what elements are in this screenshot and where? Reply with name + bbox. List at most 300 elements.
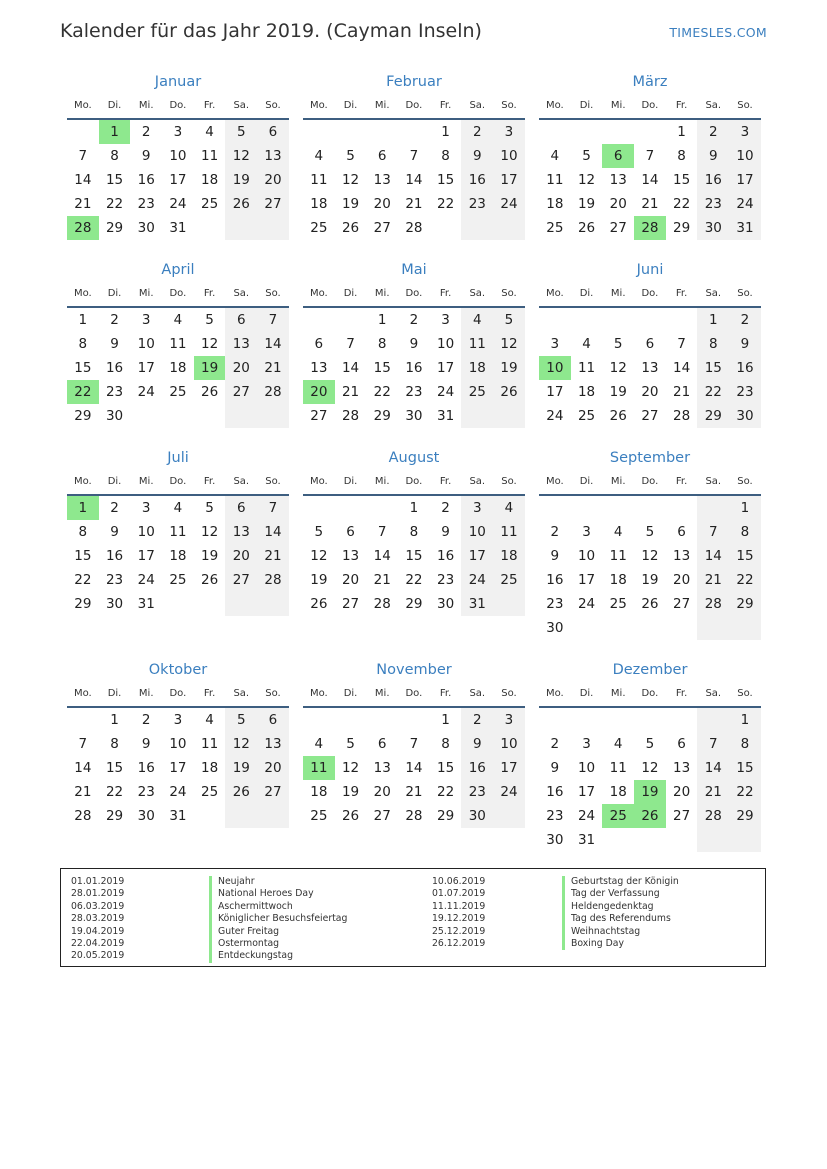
day[interactable]: 3 xyxy=(141,312,151,328)
day[interactable]: 10 xyxy=(137,524,155,540)
day[interactable]: 29 xyxy=(105,220,124,236)
day[interactable]: 4 xyxy=(314,148,324,164)
day[interactable]: 25 xyxy=(461,380,493,404)
day[interactable]: 29 xyxy=(105,808,124,824)
day[interactable]: 16 xyxy=(461,168,493,192)
day[interactable]: 15 xyxy=(373,360,391,376)
day[interactable]: 3 xyxy=(550,336,560,352)
day[interactable]: 13 xyxy=(341,548,360,564)
day[interactable]: 24 xyxy=(493,192,525,216)
holiday-day[interactable]: 11 xyxy=(303,756,335,780)
day[interactable]: 2 xyxy=(441,500,450,516)
day[interactable]: 24 xyxy=(577,808,596,824)
day[interactable]: 16 xyxy=(137,172,155,188)
day[interactable]: 31 xyxy=(137,596,155,612)
day[interactable]: 3 xyxy=(582,524,591,540)
day[interactable]: 27 xyxy=(257,780,289,804)
day[interactable]: 23 xyxy=(405,384,423,400)
day[interactable]: 20 xyxy=(341,572,360,588)
day[interactable]: 24 xyxy=(169,196,187,212)
day[interactable]: 27 xyxy=(373,220,391,236)
day[interactable]: 6 xyxy=(257,120,289,144)
day[interactable]: 19 xyxy=(225,168,257,192)
day[interactable]: 12 xyxy=(201,524,219,540)
day[interactable]: 21 xyxy=(673,384,691,400)
day[interactable]: 1 xyxy=(110,712,119,728)
day[interactable]: 15 xyxy=(105,172,124,188)
day[interactable]: 7 xyxy=(409,148,419,164)
day[interactable]: 15 xyxy=(405,548,423,564)
day[interactable]: 8 xyxy=(729,520,761,544)
day[interactable]: 17 xyxy=(461,544,493,568)
day[interactable]: 29 xyxy=(74,408,92,424)
day[interactable]: 26 xyxy=(201,572,219,588)
day[interactable]: 27 xyxy=(673,808,691,824)
holiday-day[interactable]: 19 xyxy=(634,780,666,804)
day[interactable]: 11 xyxy=(169,336,187,352)
day[interactable]: 15 xyxy=(74,548,92,564)
day[interactable]: 12 xyxy=(641,548,659,564)
day[interactable]: 28 xyxy=(74,808,92,824)
day[interactable]: 14 xyxy=(74,760,92,776)
day[interactable]: 31 xyxy=(729,216,761,240)
day[interactable]: 6 xyxy=(677,736,686,752)
day[interactable]: 23 xyxy=(729,380,761,404)
day[interactable]: 14 xyxy=(341,360,360,376)
day[interactable]: 30 xyxy=(137,220,155,236)
day[interactable]: 29 xyxy=(405,596,423,612)
day[interactable]: 25 xyxy=(310,808,328,824)
day[interactable]: 20 xyxy=(673,572,691,588)
day[interactable]: 20 xyxy=(225,544,257,568)
day[interactable]: 25 xyxy=(609,596,627,612)
day[interactable]: 17 xyxy=(729,168,761,192)
day[interactable]: 17 xyxy=(493,756,525,780)
day[interactable]: 21 xyxy=(697,568,729,592)
day[interactable]: 31 xyxy=(577,832,596,848)
day[interactable]: 1 xyxy=(729,496,761,520)
day[interactable]: 29 xyxy=(729,592,761,616)
day[interactable]: 15 xyxy=(697,356,729,380)
day[interactable]: 30 xyxy=(697,216,729,240)
day[interactable]: 26 xyxy=(577,220,596,236)
day[interactable]: 19 xyxy=(201,548,219,564)
day[interactable]: 14 xyxy=(641,172,659,188)
day[interactable]: 9 xyxy=(697,144,729,168)
day[interactable]: 30 xyxy=(461,804,493,828)
day[interactable]: 1 xyxy=(697,308,729,332)
day[interactable]: 19 xyxy=(341,196,360,212)
day[interactable]: 21 xyxy=(74,784,92,800)
day[interactable]: 19 xyxy=(310,572,328,588)
day[interactable]: 22 xyxy=(405,572,423,588)
day[interactable]: 18 xyxy=(577,384,596,400)
day[interactable]: 8 xyxy=(409,524,419,540)
day[interactable]: 20 xyxy=(373,196,391,212)
day[interactable]: 19 xyxy=(609,384,627,400)
day[interactable]: 24 xyxy=(437,384,455,400)
day[interactable]: 4 xyxy=(582,336,591,352)
day[interactable]: 25 xyxy=(577,408,596,424)
day[interactable]: 2 xyxy=(110,312,119,328)
day[interactable]: 8 xyxy=(441,736,450,752)
day[interactable]: 15 xyxy=(729,756,761,780)
day[interactable]: 17 xyxy=(137,548,155,564)
day[interactable]: 2 xyxy=(409,312,419,328)
day[interactable]: 25 xyxy=(493,568,525,592)
day[interactable]: 12 xyxy=(201,336,219,352)
day[interactable]: 18 xyxy=(201,172,219,188)
day[interactable]: 30 xyxy=(437,596,455,612)
day[interactable]: 11 xyxy=(169,524,187,540)
day[interactable]: 17 xyxy=(137,360,155,376)
day[interactable]: 15 xyxy=(437,760,455,776)
day[interactable]: 18 xyxy=(169,360,187,376)
holiday-day[interactable]: 1 xyxy=(99,120,131,144)
day[interactable]: 15 xyxy=(105,760,124,776)
day[interactable]: 5 xyxy=(613,336,623,352)
day[interactable]: 12 xyxy=(225,144,257,168)
day[interactable]: 22 xyxy=(105,196,124,212)
day[interactable]: 21 xyxy=(341,384,360,400)
day[interactable]: 21 xyxy=(257,544,289,568)
day[interactable]: 25 xyxy=(169,384,187,400)
day[interactable]: 25 xyxy=(169,572,187,588)
day[interactable]: 9 xyxy=(441,524,450,540)
day[interactable]: 20 xyxy=(257,168,289,192)
holiday-day[interactable]: 26 xyxy=(634,804,666,828)
day[interactable]: 16 xyxy=(105,548,124,564)
day[interactable]: 27 xyxy=(225,380,257,404)
day[interactable]: 29 xyxy=(373,408,391,424)
day[interactable]: 6 xyxy=(346,524,355,540)
day[interactable]: 2 xyxy=(550,736,560,752)
day[interactable]: 23 xyxy=(105,572,124,588)
day[interactable]: 10 xyxy=(577,760,596,776)
day[interactable]: 11 xyxy=(609,548,627,564)
day[interactable]: 5 xyxy=(314,524,324,540)
day[interactable]: 18 xyxy=(461,356,493,380)
day[interactable]: 9 xyxy=(141,148,151,164)
day[interactable]: 16 xyxy=(437,548,455,564)
day[interactable]: 18 xyxy=(169,548,187,564)
day[interactable]: 13 xyxy=(257,732,289,756)
day[interactable]: 10 xyxy=(169,148,187,164)
day[interactable]: 23 xyxy=(546,808,564,824)
day[interactable]: 9 xyxy=(461,144,493,168)
day[interactable]: 6 xyxy=(257,708,289,732)
day[interactable]: 15 xyxy=(729,544,761,568)
day[interactable]: 15 xyxy=(673,172,691,188)
day[interactable]: 8 xyxy=(110,148,119,164)
day[interactable]: 17 xyxy=(493,168,525,192)
day[interactable]: 9 xyxy=(550,548,560,564)
day[interactable]: 27 xyxy=(609,220,627,236)
day[interactable]: 26 xyxy=(225,192,257,216)
day[interactable]: 13 xyxy=(373,172,391,188)
day[interactable]: 31 xyxy=(169,808,187,824)
day[interactable]: 21 xyxy=(74,196,92,212)
day[interactable]: 15 xyxy=(437,172,455,188)
day[interactable]: 11 xyxy=(201,148,219,164)
day[interactable]: 28 xyxy=(341,408,360,424)
day[interactable]: 30 xyxy=(105,596,124,612)
day[interactable]: 3 xyxy=(441,312,450,328)
day[interactable]: 22 xyxy=(373,384,391,400)
day[interactable]: 25 xyxy=(201,196,219,212)
day[interactable]: 13 xyxy=(673,548,691,564)
day[interactable]: 14 xyxy=(257,520,289,544)
day[interactable]: 10 xyxy=(729,144,761,168)
day[interactable]: 1 xyxy=(78,312,88,328)
day[interactable]: 23 xyxy=(437,572,455,588)
day[interactable]: 9 xyxy=(550,760,560,776)
day[interactable]: 27 xyxy=(225,568,257,592)
day[interactable]: 22 xyxy=(105,784,124,800)
day[interactable]: 8 xyxy=(697,332,729,356)
day[interactable]: 15 xyxy=(74,360,92,376)
day[interactable]: 7 xyxy=(409,736,419,752)
day[interactable]: 26 xyxy=(310,596,328,612)
day[interactable]: 17 xyxy=(577,572,596,588)
day[interactable]: 2 xyxy=(697,120,729,144)
day[interactable]: 10 xyxy=(169,736,187,752)
day[interactable]: 11 xyxy=(577,360,596,376)
day[interactable]: 5 xyxy=(225,708,257,732)
day[interactable]: 14 xyxy=(74,172,92,188)
day[interactable]: 29 xyxy=(437,808,455,824)
day[interactable]: 13 xyxy=(225,520,257,544)
day[interactable]: 4 xyxy=(550,148,560,164)
day[interactable]: 19 xyxy=(341,784,360,800)
day[interactable]: 19 xyxy=(577,196,596,212)
day[interactable]: 8 xyxy=(78,524,88,540)
day[interactable]: 23 xyxy=(461,192,493,216)
day[interactable]: 19 xyxy=(641,572,659,588)
day[interactable]: 2 xyxy=(461,708,493,732)
day[interactable]: 14 xyxy=(697,544,729,568)
day[interactable]: 24 xyxy=(577,596,596,612)
day[interactable]: 21 xyxy=(373,572,391,588)
day[interactable]: 26 xyxy=(341,220,360,236)
day[interactable]: 5 xyxy=(582,148,591,164)
day[interactable]: 29 xyxy=(729,804,761,828)
day[interactable]: 14 xyxy=(373,548,391,564)
holiday-day[interactable]: 25 xyxy=(602,804,634,828)
day[interactable]: 23 xyxy=(697,192,729,216)
day[interactable]: 26 xyxy=(341,808,360,824)
holiday-day[interactable]: 10 xyxy=(539,356,571,380)
day[interactable]: 21 xyxy=(405,784,423,800)
day[interactable]: 16 xyxy=(105,360,124,376)
day[interactable]: 6 xyxy=(677,524,686,540)
day[interactable]: 23 xyxy=(461,780,493,804)
day[interactable]: 28 xyxy=(673,408,691,424)
day[interactable]: 21 xyxy=(405,196,423,212)
day[interactable]: 10 xyxy=(493,144,525,168)
day[interactable]: 31 xyxy=(461,592,493,616)
day[interactable]: 7 xyxy=(377,524,387,540)
day[interactable]: 10 xyxy=(137,336,155,352)
day[interactable]: 7 xyxy=(645,148,655,164)
day[interactable]: 27 xyxy=(310,408,328,424)
day[interactable]: 4 xyxy=(314,736,324,752)
day[interactable]: 23 xyxy=(546,596,564,612)
day[interactable]: 11 xyxy=(461,332,493,356)
day[interactable]: 27 xyxy=(341,596,360,612)
day[interactable]: 5 xyxy=(205,500,214,516)
day[interactable]: 7 xyxy=(257,496,289,520)
day[interactable]: 9 xyxy=(729,332,761,356)
day[interactable]: 19 xyxy=(493,356,525,380)
day[interactable]: 1 xyxy=(729,708,761,732)
day[interactable]: 7 xyxy=(257,308,289,332)
day[interactable]: 6 xyxy=(225,308,257,332)
day[interactable]: 7 xyxy=(677,336,686,352)
day[interactable]: 4 xyxy=(173,500,183,516)
day[interactable]: 14 xyxy=(405,172,423,188)
day[interactable]: 4 xyxy=(613,736,623,752)
day[interactable]: 9 xyxy=(461,732,493,756)
day[interactable]: 13 xyxy=(641,360,659,376)
day[interactable]: 30 xyxy=(405,408,423,424)
day[interactable]: 4 xyxy=(613,524,623,540)
day[interactable]: 2 xyxy=(461,120,493,144)
day[interactable]: 28 xyxy=(257,568,289,592)
day[interactable]: 14 xyxy=(405,760,423,776)
day[interactable]: 9 xyxy=(110,524,119,540)
day[interactable]: 8 xyxy=(677,148,686,164)
day[interactable]: 28 xyxy=(697,592,729,616)
day[interactable]: 23 xyxy=(105,384,124,400)
day[interactable]: 3 xyxy=(173,124,183,140)
day[interactable]: 6 xyxy=(377,736,387,752)
day[interactable]: 3 xyxy=(493,708,525,732)
day[interactable]: 28 xyxy=(373,596,391,612)
day[interactable]: 3 xyxy=(141,500,151,516)
day[interactable]: 22 xyxy=(697,380,729,404)
day[interactable]: 12 xyxy=(641,760,659,776)
day[interactable]: 10 xyxy=(461,520,493,544)
day[interactable]: 18 xyxy=(310,784,328,800)
day[interactable]: 6 xyxy=(314,336,324,352)
day[interactable]: 29 xyxy=(697,404,729,428)
day[interactable]: 28 xyxy=(257,380,289,404)
day[interactable]: 18 xyxy=(546,196,564,212)
day[interactable]: 9 xyxy=(409,336,419,352)
day[interactable]: 21 xyxy=(257,356,289,380)
day[interactable]: 16 xyxy=(697,168,729,192)
day[interactable]: 24 xyxy=(546,408,564,424)
day[interactable]: 8 xyxy=(78,336,88,352)
day[interactable]: 10 xyxy=(437,336,455,352)
day[interactable]: 3 xyxy=(461,496,493,520)
day[interactable]: 11 xyxy=(493,520,525,544)
day[interactable]: 22 xyxy=(729,780,761,804)
day[interactable]: 10 xyxy=(493,732,525,756)
day[interactable]: 5 xyxy=(225,120,257,144)
day[interactable]: 24 xyxy=(729,192,761,216)
day[interactable]: 4 xyxy=(461,308,493,332)
day[interactable]: 7 xyxy=(697,732,729,756)
day[interactable]: 14 xyxy=(257,332,289,356)
day[interactable]: 6 xyxy=(225,496,257,520)
day[interactable]: 20 xyxy=(257,756,289,780)
day[interactable]: 20 xyxy=(373,784,391,800)
day[interactable]: 11 xyxy=(546,172,564,188)
day[interactable]: 31 xyxy=(437,408,455,424)
day[interactable]: 26 xyxy=(493,380,525,404)
day[interactable]: 17 xyxy=(437,360,455,376)
day[interactable]: 8 xyxy=(110,736,119,752)
day[interactable]: 24 xyxy=(169,784,187,800)
day[interactable]: 13 xyxy=(673,760,691,776)
day[interactable]: 5 xyxy=(346,148,355,164)
day[interactable]: 7 xyxy=(78,148,88,164)
holiday-day[interactable]: 1 xyxy=(67,496,99,520)
day[interactable]: 6 xyxy=(377,148,387,164)
day[interactable]: 13 xyxy=(609,172,627,188)
day[interactable]: 18 xyxy=(201,760,219,776)
day[interactable]: 5 xyxy=(645,736,655,752)
holiday-day[interactable]: 28 xyxy=(634,216,666,240)
day[interactable]: 20 xyxy=(641,384,659,400)
day[interactable]: 24 xyxy=(137,384,155,400)
day[interactable]: 22 xyxy=(437,196,455,212)
day[interactable]: 9 xyxy=(110,336,119,352)
day[interactable]: 8 xyxy=(441,148,450,164)
day[interactable]: 25 xyxy=(310,220,328,236)
day[interactable]: 11 xyxy=(310,172,328,188)
day[interactable]: 29 xyxy=(673,220,691,236)
day[interactable]: 16 xyxy=(546,784,564,800)
day[interactable]: 21 xyxy=(641,196,659,212)
day[interactable]: 28 xyxy=(697,804,729,828)
day[interactable]: 18 xyxy=(310,196,328,212)
day[interactable]: 13 xyxy=(225,332,257,356)
day[interactable]: 5 xyxy=(205,312,214,328)
day[interactable]: 7 xyxy=(697,520,729,544)
day[interactable]: 2 xyxy=(550,524,560,540)
holiday-day[interactable]: 20 xyxy=(303,380,335,404)
day[interactable]: 12 xyxy=(310,548,328,564)
day[interactable]: 27 xyxy=(673,596,691,612)
day[interactable]: 5 xyxy=(645,524,655,540)
day[interactable]: 4 xyxy=(493,496,525,520)
day[interactable]: 5 xyxy=(346,736,355,752)
day[interactable]: 17 xyxy=(577,784,596,800)
day[interactable]: 12 xyxy=(493,332,525,356)
day[interactable]: 22 xyxy=(729,568,761,592)
day[interactable]: 26 xyxy=(225,780,257,804)
day[interactable]: 28 xyxy=(405,808,423,824)
day[interactable]: 14 xyxy=(673,360,691,376)
day[interactable]: 1 xyxy=(441,712,450,728)
day[interactable]: 27 xyxy=(641,408,659,424)
day[interactable]: 16 xyxy=(729,356,761,380)
day[interactable]: 16 xyxy=(137,760,155,776)
day[interactable]: 31 xyxy=(169,220,187,236)
day[interactable]: 7 xyxy=(346,336,355,352)
day[interactable]: 25 xyxy=(546,220,564,236)
day[interactable]: 12 xyxy=(341,760,360,776)
day[interactable]: 17 xyxy=(169,172,187,188)
day[interactable]: 3 xyxy=(173,712,183,728)
day[interactable]: 30 xyxy=(729,404,761,428)
day[interactable]: 12 xyxy=(577,172,596,188)
day[interactable]: 30 xyxy=(105,408,124,424)
day[interactable]: 1 xyxy=(441,124,450,140)
